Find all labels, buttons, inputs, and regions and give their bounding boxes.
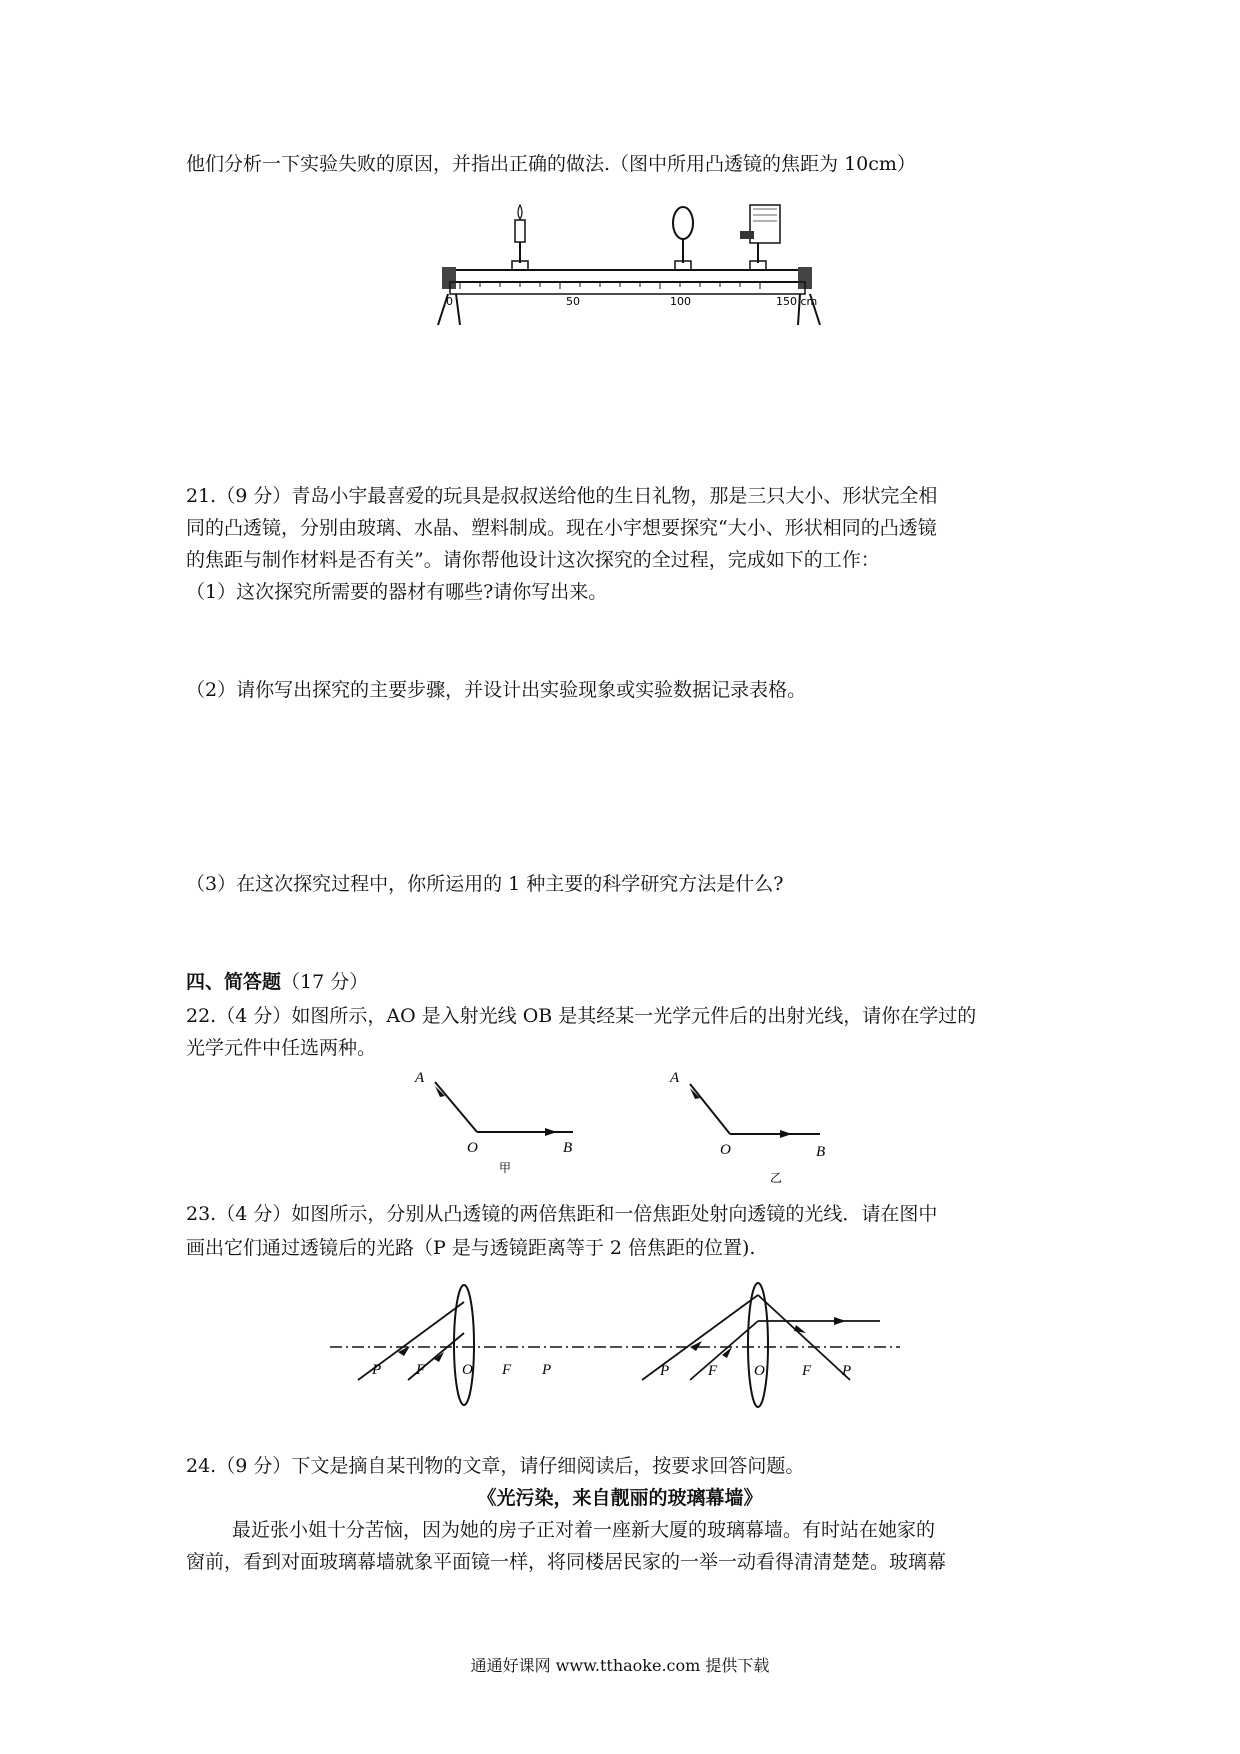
q21-line1: 21.（9 分）青岛小宇最喜爱的玩具是叔叔送给他的生日礼物，那是三只大小、形状完全相 (186, 485, 938, 507)
section4-heading (186, 968, 368, 996)
q21-part3: （3）在这次探究过程中，你所运用的 1 种主要的科学研究方法是什么? (186, 873, 784, 895)
optical-bench-figure (420, 205, 840, 330)
intro-line: 他们分析一下实验失败的原因，并指出正确的做法.（图中所用凸透镜的焦距为 10cm） (186, 153, 916, 175)
candle-icon (512, 205, 528, 270)
label-a: A (670, 1070, 680, 1086)
q23-line2: 画出它们通过透镜后的光路（P 是与透镜距离等于 2 倍焦距的位置). (186, 1237, 756, 1259)
q22-figure-jia (405, 1070, 605, 1180)
q22-figure-yi (660, 1070, 860, 1190)
section4-title: 四、简答题 (186, 971, 282, 993)
label-f: F (802, 1363, 812, 1379)
label-f: F (416, 1362, 426, 1378)
q21-part2: （2）请你写出探究的主要步骤，并设计出实验现象或实验数据记录表格。 (186, 679, 807, 701)
page-footer: 通通好课网 www.tthaoke.com 提供下载 (470, 1656, 770, 1675)
label-b: B (563, 1140, 573, 1156)
label-p: P (842, 1363, 852, 1379)
bench-label-50: 50 (566, 295, 580, 308)
label-p: P (372, 1362, 382, 1378)
bench-label-100: 100 (670, 295, 691, 308)
q21-line3: 的焦距与制作材料是否有关”。请你帮他设计这次探究的全过程，完成如下的工作： (186, 549, 880, 571)
q22-line2: 光学元件中任选两种。 (186, 1037, 377, 1059)
q24-line1: 24.（9 分）下文是摘自某刊物的文章，请仔细阅读后，按要求回答问题。 (186, 1455, 805, 1477)
arrow-icon (545, 1128, 557, 1136)
bench-label-150: 150 cm (776, 295, 818, 308)
label-f: F (502, 1362, 512, 1378)
label-o: O (462, 1362, 473, 1378)
section4-score: （17 分） (281, 971, 369, 993)
arrow-icon (780, 1130, 792, 1138)
label-p: P (542, 1362, 552, 1378)
lens-icon (673, 207, 693, 270)
q23-figure-right (610, 1275, 910, 1410)
label-o: O (720, 1142, 731, 1158)
caption-jia: 甲 (499, 1161, 512, 1175)
q23-line1: 23.（4 分）如图所示，分别从凸透镜的两倍焦距和一倍焦距处射向透镜的光线．请在图中 (186, 1203, 938, 1225)
screen-icon (740, 205, 780, 270)
q21-line2: 同的凸透镜，分别由玻璃、水晶、塑料制成。现在小宇想要探究“大小、形状相同的凸透镜 (186, 517, 937, 539)
label-f: F (708, 1363, 718, 1379)
article-para-line2: 窗前，看到对面玻璃幕墙就象平面镜一样，将同楼居民家的一举一动看得清清楚楚。玻璃幕 (186, 1551, 947, 1573)
label-p: P (660, 1363, 670, 1379)
article-title: 《光污染，来自靓丽的玻璃幕墙》 (477, 1487, 763, 1509)
arrow-icon (834, 1317, 846, 1325)
label-o: O (467, 1140, 478, 1156)
label-o: O (754, 1363, 765, 1379)
bench-label-0: 0 (446, 295, 453, 308)
q21-part1: （1）这次探究所需要的器材有哪些?请你写出来。 (186, 581, 608, 603)
label-b: B (816, 1144, 826, 1160)
caption-yi: 乙 (770, 1171, 783, 1185)
q23-figure-left (330, 1280, 630, 1410)
article-para-line1: 最近张小姐十分苦恼，因为她的房子正对着一座新大厦的玻璃幕墙。有时站在她家的 (232, 1519, 936, 1541)
arrow-icon (794, 1325, 806, 1333)
label-a: A (415, 1070, 425, 1086)
q22-line1: 22.（4 分）如图所示，AO 是入射光线 OB 是其经某一光学元件后的出射光线，请你在学过的 (186, 1005, 977, 1027)
